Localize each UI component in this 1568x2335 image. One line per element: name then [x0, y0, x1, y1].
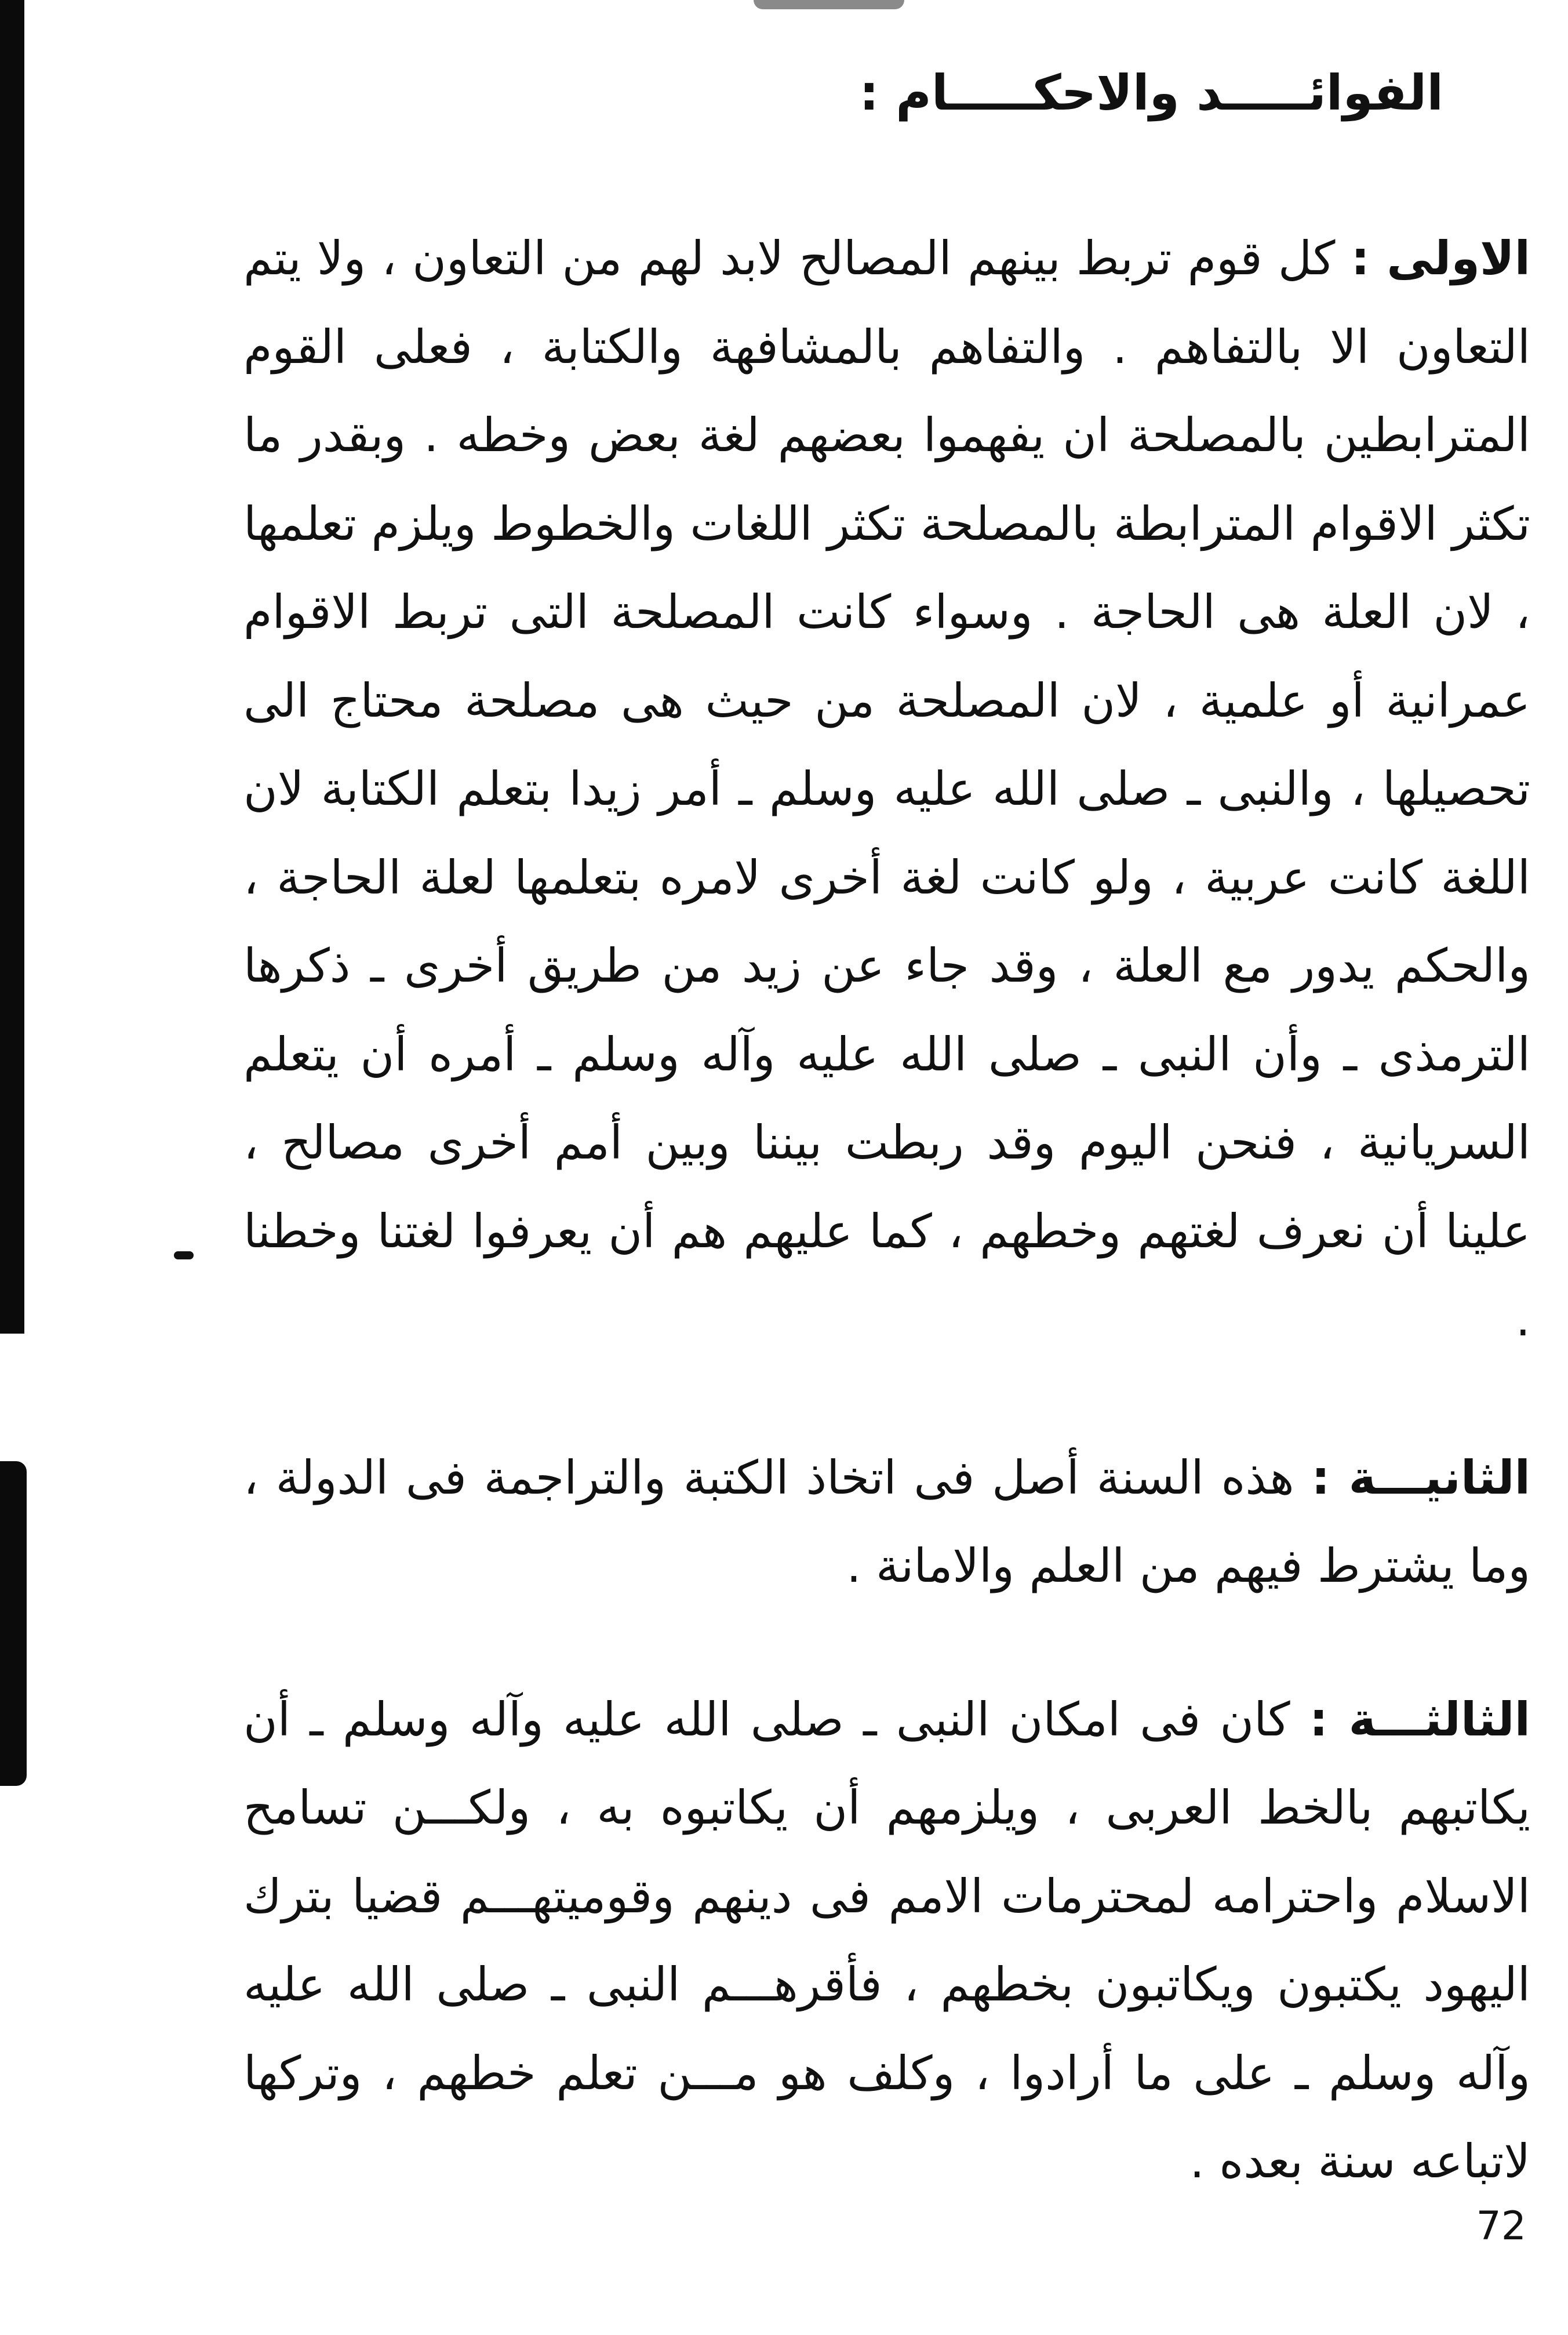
paragraph-lead: الثالثـــة : — [1309, 1692, 1530, 1746]
paragraph-text: كان فى امكان النبى ـ صلى الله عليه وآله وسلم ـ أن يكاتبهم بالخط العربى ، ويلزمهم أن يكاتبوه به ، ولكـــن تسامح الاسلام واحترامه لمحترمات الامم فى دينهم وقوميتهـــم قضيا بترك اليهود يكتبون ويكاتبون بخطهم ، فأقرهـــم النبى ـ صلى الله عليه وآله وسلم ـ على ما أرادوا ، وكلف هو مـــن تعلم خطهم ، وتركها لاتباعه سنة بعده . — [243, 1692, 1530, 2188]
section-heading: الفوائـــــد والاحكـــــام : — [859, 64, 1443, 121]
paragraph-first — [243, 215, 1530, 1364]
paragraph-third — [243, 1676, 1530, 2206]
scan-noise-top — [754, 0, 904, 9]
scan-shadow-top — [0, 0, 24, 1334]
paragraph-text: هذه السنة أصل فى اتخاذ الكتبة والتراجمة فى الدولة ، وما يشترط فيهم من العلم والامانة . — [243, 1450, 1530, 1593]
page-number: 72 — [1476, 2203, 1526, 2249]
paragraph-second — [243, 1434, 1530, 1611]
paragraph-lead: الثانيـــة : — [1311, 1450, 1530, 1505]
paragraph-text: كل قوم تربط بينهم المصالح لابد لهم من التعاون ، ولا يتم التعاون الا بالتفاهم . والتفاهم بالمشافهة والكتابة ، فعلى القوم المترابطين بالمصلحة ان يفهموا بعضهم لغة بعض وخطه . وبقدر ما تكثر الاقوام المترابطة بالمصلحة تكثر اللغات والخطوط ويلزم تعلمها ، لان العلة هى الحاجة . وسواء كانت المصلحة التى تربط الاقوام عمرانية أو علمية ، لان المصلحة من حيث هى مصلحة محتاج الى تحصيلها ، والنبى ـ صلى الله عليه وسلم ـ أمر زيدا بتعلم الكتابة لان اللغة كانت عربية ، ولو كانت لغة أخرى لامره بتعلمها لعلة الحاجة ، والحكم يدور مع العلة ، وقد جاء عن زيد من طريق أخرى ـ ذكرها الترمذى ـ وأن النبى ـ صلى الله عليه وآله وسلم ـ أمره أن يتعلم السريانية ، فنحن اليوم وقد ربطت بيننا وبين أمم أخرى مصالح ، علينا أن نعرف لغتهم وخطهم ، كما عليهم هم أن يعرفوا لغتنا وخطنا . — [243, 231, 1530, 1346]
paragraph-lead: الاولى : — [1351, 231, 1531, 285]
document-page — [243, 46, 1530, 2206]
scan-shadow-bottom — [0, 1461, 27, 1786]
scan-speck — [174, 1251, 194, 1259]
